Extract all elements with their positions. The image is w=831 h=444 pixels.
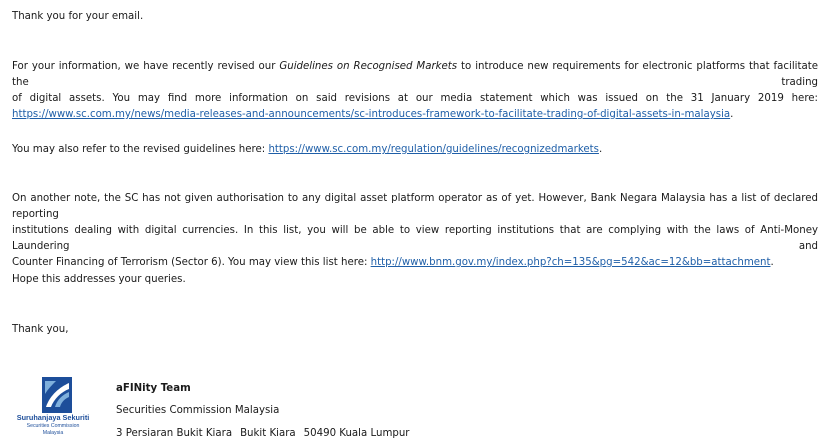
guidelines-text: You may also refer to the revised guidelines here:: [12, 144, 269, 155]
sign-off-paragraph: [12, 322, 818, 338]
logo-name-text: Suruhanjaya Sekuriti: [16, 413, 90, 422]
revision-paragraph: [12, 59, 818, 123]
closing-line: Hope this addresses your queries.: [12, 274, 186, 285]
bnm-list-link[interactable]: http://www.bnm.gov.my/index.php?ch=135&pg=542&ac=12&bb=attachment: [370, 257, 771, 268]
revision-link-line: [12, 107, 818, 123]
revision-link-period: .: [730, 109, 734, 120]
closing-paragraph: [12, 272, 818, 288]
logo-subtitle-1: Securities Commission: [26, 423, 80, 429]
guidelines-line: [12, 142, 818, 158]
sign-off-line: Thank you,: [12, 324, 69, 335]
bnm-link-period: .: [770, 257, 774, 268]
sc-logo: [12, 377, 94, 441]
revision-line-1: [12, 59, 818, 91]
guidelines-link-period: .: [598, 144, 603, 155]
signature-team: aFINity Team: [116, 383, 191, 394]
guidelines-link[interactable]: https://www.sc.com.my/regulation/guidelines/recognizedmarkets: [268, 144, 599, 155]
authorisation-line-3-text: Counter Financing of Terrorism (Sector 6). You may view this list here:: [12, 257, 371, 268]
authorisation-line-2: institutions dealing with digital currencies. In this list, you will be able to view reporting institutions that are complying with the laws of Anti-Money Laundering and: [12, 225, 818, 252]
address-street: 3 Persiaran Bukit Kiara: [116, 428, 233, 439]
guidelines-paragraph: [12, 142, 818, 158]
signature-organization: Securities Commission Malaysia: [116, 405, 280, 416]
authorisation-paragraph: [12, 191, 818, 271]
signature-address: [116, 427, 409, 441]
guidelines-title: Guidelines on Recognised Markets: [279, 61, 458, 72]
sc-emblem-icon: [42, 377, 72, 413]
revision-line-1-end: to introduce new requirements for electronic platforms that facilitate the trading: [12, 61, 818, 88]
greeting-text: [12, 9, 818, 25]
address-area: Bukit Kiara: [240, 428, 296, 439]
revision-line-1-start: For your information, we have recently revised our: [12, 61, 280, 72]
authorisation-line-1: On another note, the SC has not given authorisation to any digital asset platform operator as of yet. However, Bank Negara Malaysia has a list of declared reporting: [12, 193, 818, 220]
logo-subtitle-2: Malaysia: [42, 430, 64, 436]
greeting-line: Thank you for your email.: [12, 11, 144, 22]
revision-line-2: of digital assets. You may find more information on said revisions at our media statement which was issued on the 31 January 2019 here:: [12, 93, 818, 104]
address-postcode-city: 50490 Kuala Lumpur: [303, 428, 410, 439]
media-statement-link[interactable]: https://www.sc.com.my/news/media-releases-and-announcements/sc-introduces-framework-to-facilitate-trading-of-digital-assets-in-malaysia: [12, 109, 731, 120]
authorisation-line-3: [12, 255, 818, 271]
